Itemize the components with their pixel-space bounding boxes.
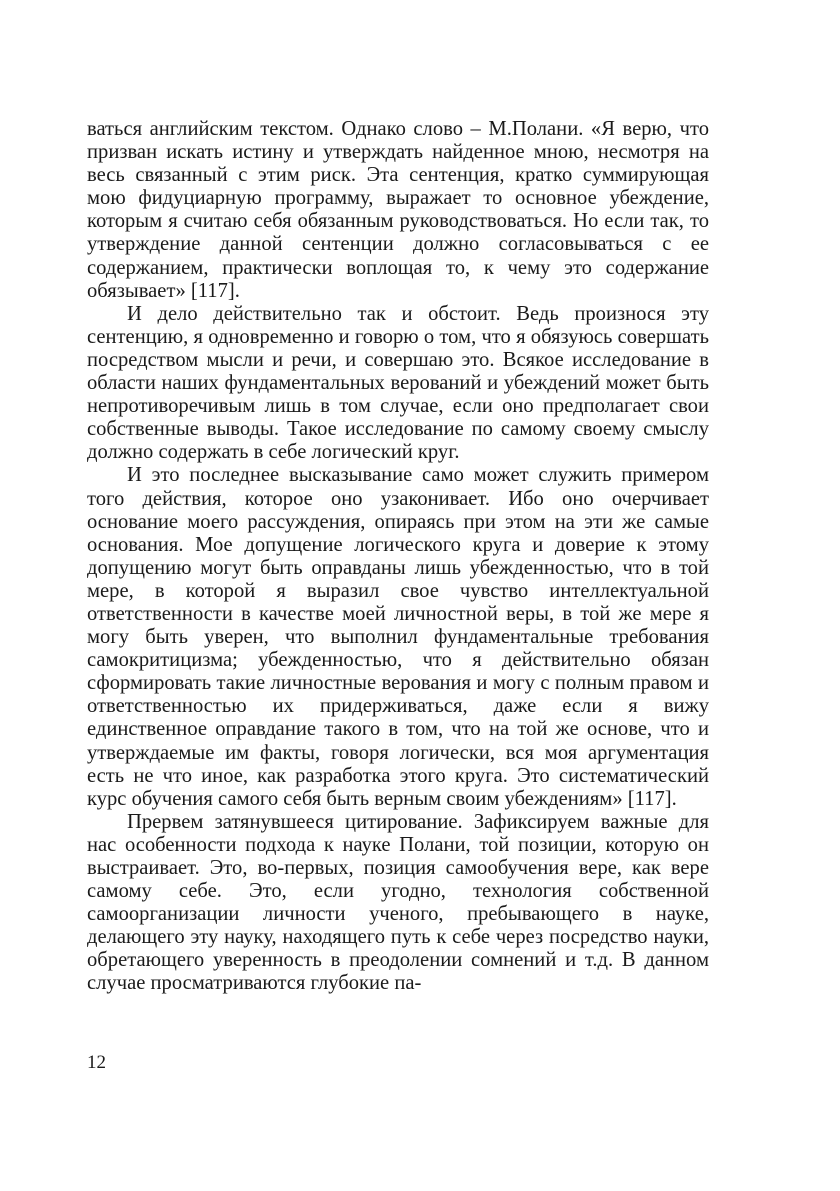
- page-number: 12: [87, 1052, 106, 1073]
- page-text: [87, 118, 709, 996]
- paragraph-2: И дело действительно так и обстоит. Ведь произнося эту сентенцию, я одновременно и говорю о том, что я обязуюсь совершать посредством мысли и речи, и совершаю это. Всякое исследование в области наших фундаментальных верований и убеждений может быть непротиворечивым лишь в том случае, если оно предполагает свои собственные выводы. Такое исследование по самому своему смыслу должно содержать в себе логический круг.: [87, 302, 709, 464]
- paragraph-1: ваться английским текстом. Однако слово – М.Полани. «Я верю, что призван искать истину и утверждать найденное мною, несмотря на весь связанный с этим риск. Эта сентенция, кратко суммирующая мою фидуциарную программу, выражает то основное убеждение, которым я считаю себя обязанным руководствоваться. Но если так, то утверждение данной сентенции должно согласовываться с ее содержанием, практически воплощая то, к чему это содержание обязывает» [117].: [87, 118, 709, 302]
- paragraph-3: И это последнее высказывание само может служить примером того действия, которое оно узаконивает. Ибо оно очерчивает основание моего рассуждения, опираясь при этом на эти же самые основания. Мое допущение логического круга и доверие к этому допущению могут быть оправданы лишь убежденностью, что в той мере, в которой я выразил свое чувство интеллектуальной ответственности в качестве моей личностной веры, в той же мере я могу быть уверен, что выполнил фундаментальные требования самокритицизма; убежденностью, что я действительно обязан сформировать такие личностные верования и могу с полным правом и ответственностью их придерживаться, даже если я вижу единственное оправдание такого в том, что на той же основе, что и утверждаемые им факты, говоря логически, вся моя аргументация есть не что иное, как разработка этого круга. Это систематический курс обучения самого себя быть верным своим убеждениям» [117].: [87, 464, 709, 810]
- paragraph-4: Прервем затянувшееся цитирование. Зафиксируем важные для нас особенности подхода к науке Полани, той позиции, которую он выстраивает. Это, во-первых, позиция самообучения вере, как вере самому себе. Это, если угодно, технология собственной самоорганизации личности ученого, пребывающего в науке, делающего эту науку, находящего путь к себе через посредство науки, обретающего уверенность в преодолении сомнений и т.д. В данном случае просматриваются глубокие па-: [87, 810, 709, 995]
